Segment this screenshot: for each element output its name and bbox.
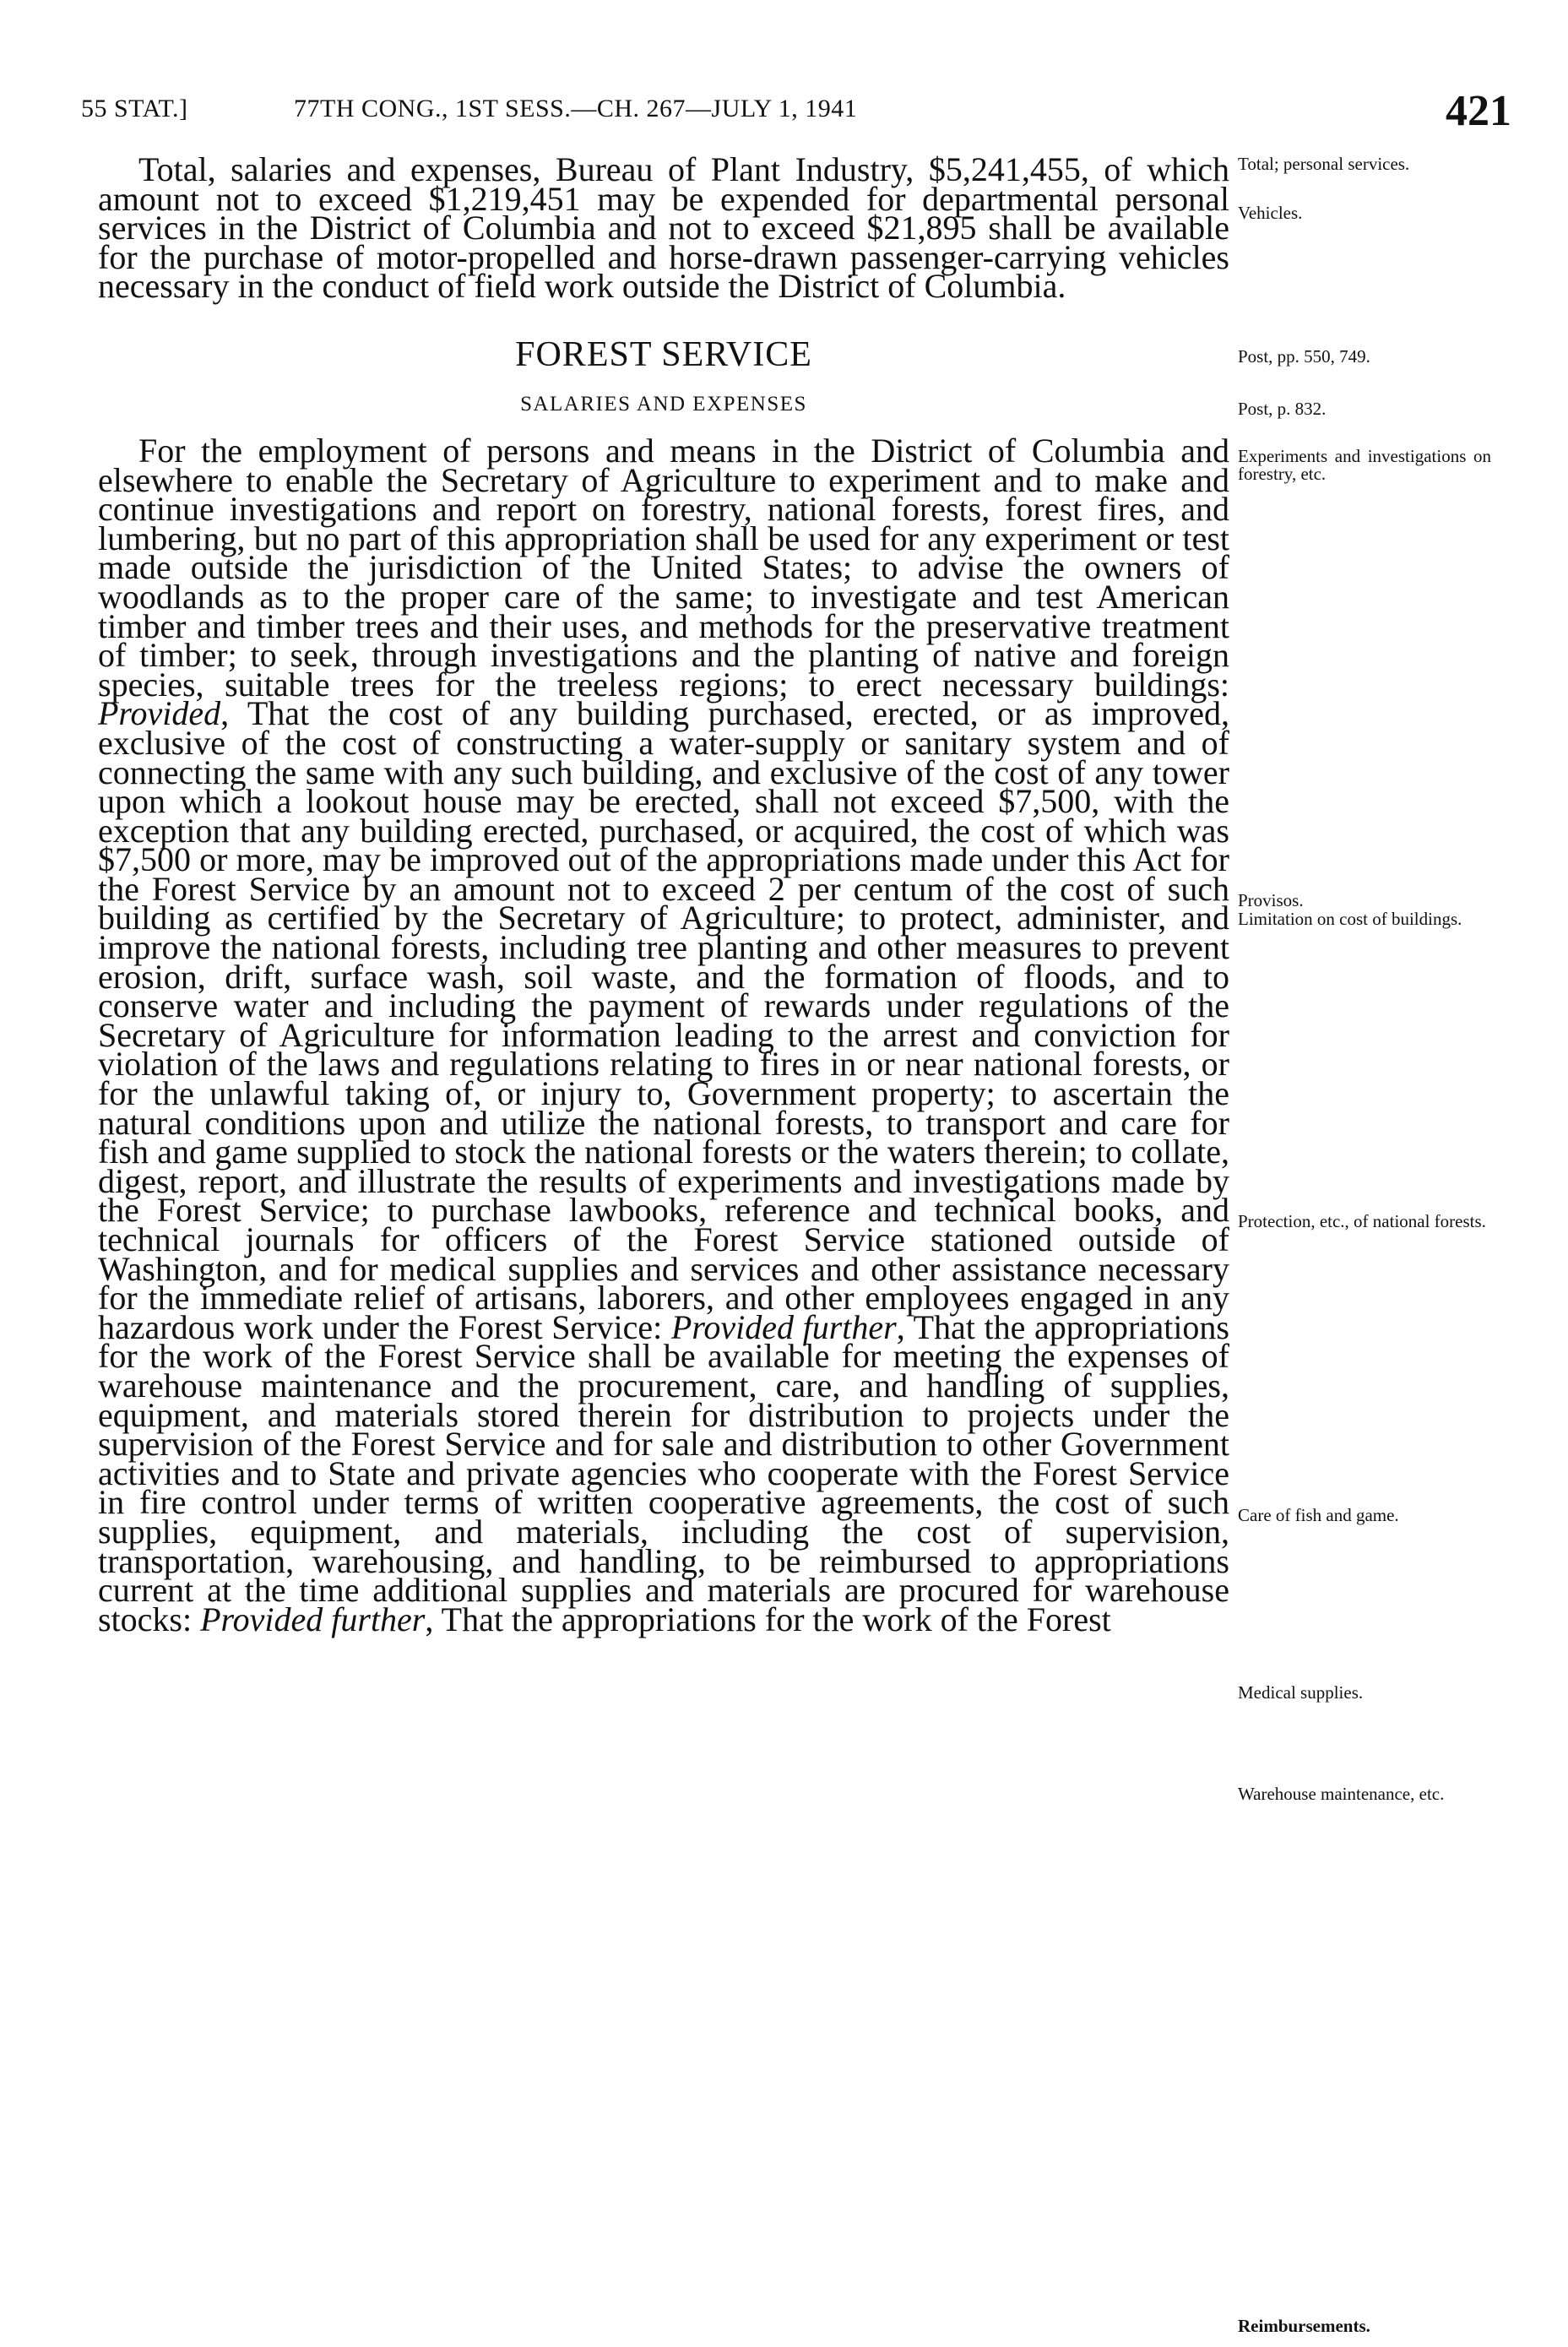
text-run: , That the cost of any building purchased, erected, or as improved, exclusive of the cost of constructing a water-supply or sanitary system and of connecting the same with any such building, and exclusive of the cost of any tower upon which a lookout house may be erected, shall not exceed $7,500, with the exception that any building erected, purchased, or acquired, the cost of which was $7,500 or more, may be improved out of the appropriations made under this Act for the Forest Service by an amount not to exceed 2 per centum of the cost of such building as certified by the Secretary of Agriculture; to protect, administer, and improve the national forests, including tree planting and other measures to prevent erosion, drift, surface wash, soil waste, and the formation of floods, and to conserve water and including the payment of rewards under regulations of the Secretary of Agriculture for information leading to the arrest and conviction for violation of the laws and regulations relating to fires in or near national forests, or for the unlawful taking of, or injury to, Government property; to ascertain the natural conditions upon and utilize the national forests, to transport and care for fish and game supplied to stock the national forests or the waters therein; to collate, digest, report, and illustrate the results of experiments and investigations made by the Forest Service; to purchase lawbooks, reference and technical books, and technical journals for officers of the Forest Service stationed outside of Washington, and for medical supplies and services and other assistance necessary for the immediate relief of artisans, laborers, and other employees engaged in any hazardous work under the Forest Service: — [98, 694, 1229, 1346]
text-run: , That the appropriations for the work of the Forest Service shall be available for meeting the expenses of warehouse maintenance and the procurement, care, and handling of supplies, equipment, and materials stored therein for distribution to projects under the supervision of the Forest Service and for sale and distribution to other Government activities and to State and private agencies who cooperate with the Forest Service in fire control under terms of written cooperative agreements, the cost of such supplies, equipment, and materials, including the cost of supervision, transportation, warehousing, and handling, to be reimbursed to appropriations current at the time additional supplies and materials are procured for warehouse stocks: — [98, 1307, 1230, 1638]
proviso-term: Provided — [98, 694, 221, 733]
session-chapter-date: 77TH CONG., 1ST SESS.—CH. 267—JULY 1, 1941 — [294, 95, 858, 122]
sidenote-limitation: Limitation on cost of buildings. — [1238, 909, 1462, 929]
sidenote-care-fish: Care of fish and game. — [1238, 1505, 1399, 1525]
sidenote-vehicles: Vehicles. — [1238, 203, 1303, 223]
plant-industry-total-paragraph: Total, salaries and expenses, Bureau of Plant Industry, $5,241,455, of which amount not to exceed $1,219,451 may be expended for departmental personal services in the District of Columbia and not to exceed $21,895 shall be available for the purchase of motor-propelled and horse-drawn passenger-carrying vehicles necessary in the conduct of field work outside the District of Columbia. — [98, 150, 1229, 306]
sidenote-post-2: Post, p. 832. — [1238, 399, 1327, 419]
text-run: For the employment of persons and means in the District of Columbia and elsewhere to enable the Secretary of Agriculture to experiment and to make and continue investigations and report on forestry, national forests, forest fires, and lumbering, but no part of this appropriation shall be used for any experiment or test made outside the jurisdiction of the United States; to advise the owners of woodlands as to the proper care of the same; to investigate and test American timber and timber trees and their uses, and methods for the preservative treatment of timber; to seek, through investigations and the planting of native and foreign species, suitable trees for the treeless regions; to erect necessary buildings: — [98, 431, 1229, 704]
page-number: 421 — [1446, 87, 1511, 135]
running-header — [81, 87, 1511, 135]
section-title: FOREST SERVICE — [515, 334, 812, 374]
volume-reference: 55 STAT.] — [81, 95, 188, 122]
proviso-term: Provided further — [200, 1600, 426, 1638]
forest-service-paragraph — [98, 431, 1230, 1638]
sidenote-post-1: Post, pp. 550, 749. — [1238, 346, 1370, 367]
sidenote-reimbursements: Reimbursements. — [1238, 2316, 1370, 2336]
sidenote-protection: Protection, etc., of national forests. — [1238, 1211, 1486, 1231]
section-subtitle: SALARIES AND EXPENSES — [520, 392, 807, 416]
text-run: , That the appropriations for the work of the Forest — [425, 1600, 1111, 1638]
sidenote-provisos: Provisos. — [1238, 890, 1304, 910]
sidenote-warehouse: Warehouse maintenance, etc. — [1238, 1784, 1445, 1804]
proviso-term: Provided further — [670, 1307, 897, 1346]
sidenote-medical: Medical supplies. — [1238, 1682, 1364, 1703]
sidenote-total-personal: Total; personal services. — [1238, 154, 1410, 174]
main-text — [98, 150, 1230, 1638]
sidenote-experiments: Experiments and investigations on forestry, etc. — [1238, 446, 1491, 484]
